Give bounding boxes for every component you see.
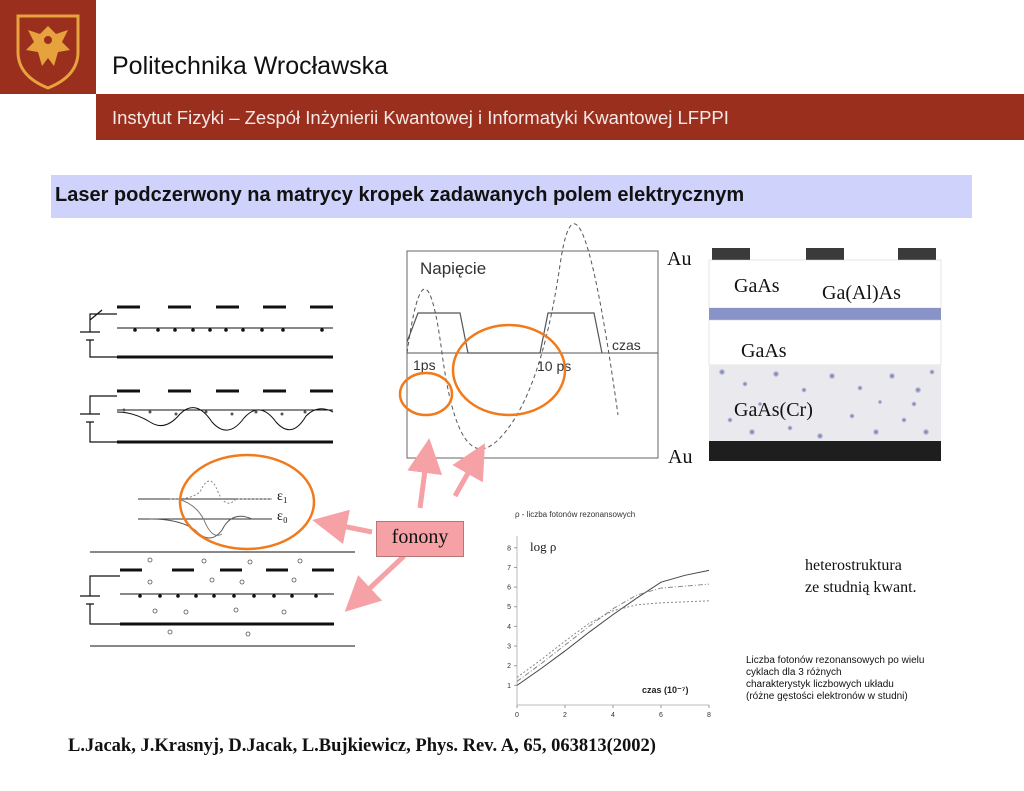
caption-line-2: cyklach dla 3 różnych	[746, 667, 842, 678]
label-gaascr: GaAs(Cr)	[734, 399, 813, 421]
label-gaas-top: GaAs	[734, 275, 780, 297]
y-tick-label: 1	[507, 682, 511, 690]
label-gaalas: Ga(Al)As	[822, 282, 901, 304]
level-e1-label: ε₁	[277, 489, 288, 504]
label-gaas-mid: GaAs	[741, 340, 787, 362]
hetero-line-1: heterostruktura	[805, 557, 902, 574]
photon-chart-title: ρ - liczba fotonów rezonansowych	[515, 510, 636, 519]
y-tick-label: 7	[507, 564, 511, 572]
photon-chart-background	[505, 505, 727, 717]
x-tick-label: 0	[515, 712, 519, 719]
tick-label-1ps: 1ps	[413, 357, 436, 373]
y-tick-label: 2	[507, 663, 511, 671]
electrode-diagram-2	[80, 391, 333, 442]
photon-plot-caption	[746, 655, 924, 703]
photon-chart-ylabel: log ρ	[530, 539, 557, 554]
energy-level-diagram	[138, 481, 272, 538]
y-tick-label: 4	[507, 623, 511, 631]
x-tick-label: 8	[707, 712, 711, 719]
university-name: Politechnika Wrocławska	[112, 52, 389, 80]
y-tick-label: 8	[507, 545, 511, 553]
x-tick-label: 4	[611, 712, 615, 719]
x-tick-label: 6	[659, 712, 663, 719]
y-tick-label: 6	[507, 584, 511, 592]
electrode-diagram-1	[80, 307, 333, 357]
photon-chart	[505, 505, 727, 719]
electrode-diagram-3	[80, 552, 355, 646]
institute-name: Instytut Fizyki – Zespół Inżynierii Kwantowej i Informatyki Kwantowej LFPPI	[112, 107, 729, 128]
photon-chart-xlabel: czas (10⁻⁷)	[642, 685, 689, 695]
caption-line-4: (różne gęstości elektronów w studni)	[746, 691, 908, 702]
y-tick-label: 3	[507, 643, 511, 651]
label-au-bottom: Au	[668, 446, 693, 468]
heterostructure-description	[805, 555, 917, 599]
highlight-circle-levels	[180, 455, 314, 549]
citation: L.Jacak, J.Krasnyj, D.Jacak, L.Bujkiewicz, Phys. Rev. A, 65, 063813(2002)	[68, 736, 656, 756]
label-au-top: Au	[667, 248, 692, 270]
y-tick-label: 5	[507, 604, 511, 612]
hetero-line-2: ze studnią kwant.	[805, 579, 917, 596]
tick-label-10ps: 10 ps	[537, 358, 572, 374]
caption-line-1: Liczba fotonów rezonansowych po wielu	[746, 655, 925, 666]
electron-dots-1	[133, 328, 324, 332]
slide-title: Laser podczerwony na matrycy kropek zadawanych polem elektrycznym	[55, 184, 745, 206]
caption-line-3: charakterystyk liczbowych układu	[746, 679, 894, 690]
voltage-plot-axis-label: czas	[612, 337, 641, 353]
electron-dots-3	[138, 594, 318, 598]
voltage-plot-title: Napięcie	[420, 259, 487, 278]
x-tick-label: 2	[563, 712, 567, 719]
phonon-label: fonony	[391, 526, 449, 548]
level-e0-label: ε₀	[277, 509, 288, 524]
